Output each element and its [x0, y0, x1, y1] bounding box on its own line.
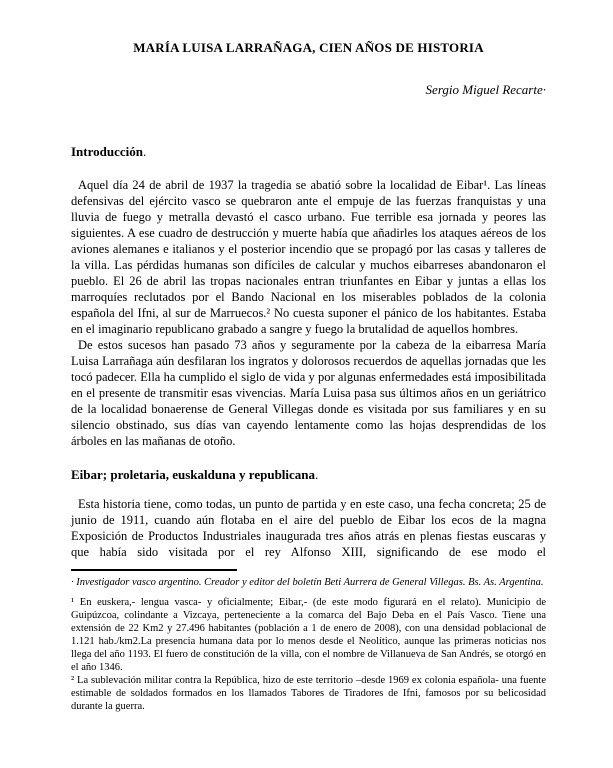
footnote-2: ² La sublevación militar contra la República, hizo de este territorio –desde 1969 ex colonia española- una fuente estimable de soldados formados en los llamados Tabores de Tiradores de Ifni, famosos por su belicosidad durante la guerra. — [71, 674, 546, 712]
intro-paragraph-2: De estos sucesos han pasado 73 años y seguramente por la cabeza de la eibarresa María Luisa Larrañaga aún desfilaran los ingratos y dolorosos recuerdos de aquellas jornadas que les tocó padecer. Ella ha cumplido el siglo de vida y por algunas enfermedades está imposibilitada en el presente de transmitir esas vivencias. María Luisa pasa sus últimos años en un geriátrico de la localidad bonaerense de General Villegas donde es visitada por sus familiares y en su silencio obstinado, sus días van cayendo lentamente como las hojas desprendidas de los árboles en las mañanas de otoño. — [71, 338, 546, 448]
footnote-author-note: · Investigador vasco argentino. Creador y editor del boletín Beti Aurrera de General Villegas. Bs. As. Argentina. — [71, 577, 544, 588]
document-title: MARÍA LUISA LARRAÑAGA, CIEN AÑOS DE HISTORIA — [133, 40, 484, 55]
section-heading-eibar-period: . — [315, 467, 319, 482]
eibar-paragraph-1: Esta historia tiene, como todas, un punto de partida y en este caso, una fecha concreta; 25 de junio de 1911, cuando aún flotaba en el aire del pueblo de Eibar los ecos de la magna Exposición de Productos Industriales inaugurada tres años atrás en plenas fiestas euscaras y que había sido visitada por el rey Alfonso XIII, significando de ese modo el — [71, 497, 546, 559]
section-heading-introduccion-text: Introducción — [71, 144, 143, 159]
section-heading-introduccion — [71, 144, 546, 160]
footnote-separator — [71, 569, 237, 571]
footnote-1: ¹ En euskera,- lengua vasca- y oficialmente; Eibar,- (de este modo figurará en el relato). Municipio de Guipúzcoa, colindante a Vizcaya, perteneciente a la comarca del Bajo Deba en el País Vasco. Tiene una extensión de 22 Km2 y 27.496 habitantes (población a 1 de enero de 2008), con una densidad poblacional de 1.121 hab./km2.La presencia humana data por lo menos desde el Neolítico, aunque las primeras noticias nos llega del año 1193. El fuero de constitución de la villa, con el nombre de Villanueva de San Andrés, se otorgó en el año 1346. — [71, 596, 546, 673]
section-heading-eibar-text: Eibar; proletaria, euskalduna y republicana — [71, 467, 316, 482]
section-heading-eibar — [71, 467, 546, 483]
intro-paragraph-1: Aquel día 24 de abril de 1937 la tragedia se abatió sobre la localidad de Eibar¹. Las líneas defensivas del ejército vasco se quebraron ante el empuje de las fuerzas franquistas y una lluvia de fuego y metralla devastó el casco urbano. Fue terrible esa jornada y peores las siguientes. A ese cuadro de destrucción y muerte había que añadirles los ataques aéreos de los aviones alemanes e italianos y el posterior incendio que se propagó por las casas y talleres de la villa. Las pérdidas humanas son difíciles de calcular y muchos eibarreses abandonaron el pueblo. El 26 de abril las tropas nacionales entran triunfantes en Eibar y juntas a ellas los marroquíes reclutados por el Bando Nacional en los miserables poblados de la colonia española del Ifni, al sur de Marruecos.² No cuesta suponer el pánico de los habitantes. Estaba en el imaginario republicano grabado a sangre y fuego la brutalidad de aquellos hombres. — [71, 178, 546, 336]
author-byline: Sergio Miguel Recarte· — [425, 82, 546, 97]
section-heading-introduccion-period: . — [143, 144, 147, 159]
